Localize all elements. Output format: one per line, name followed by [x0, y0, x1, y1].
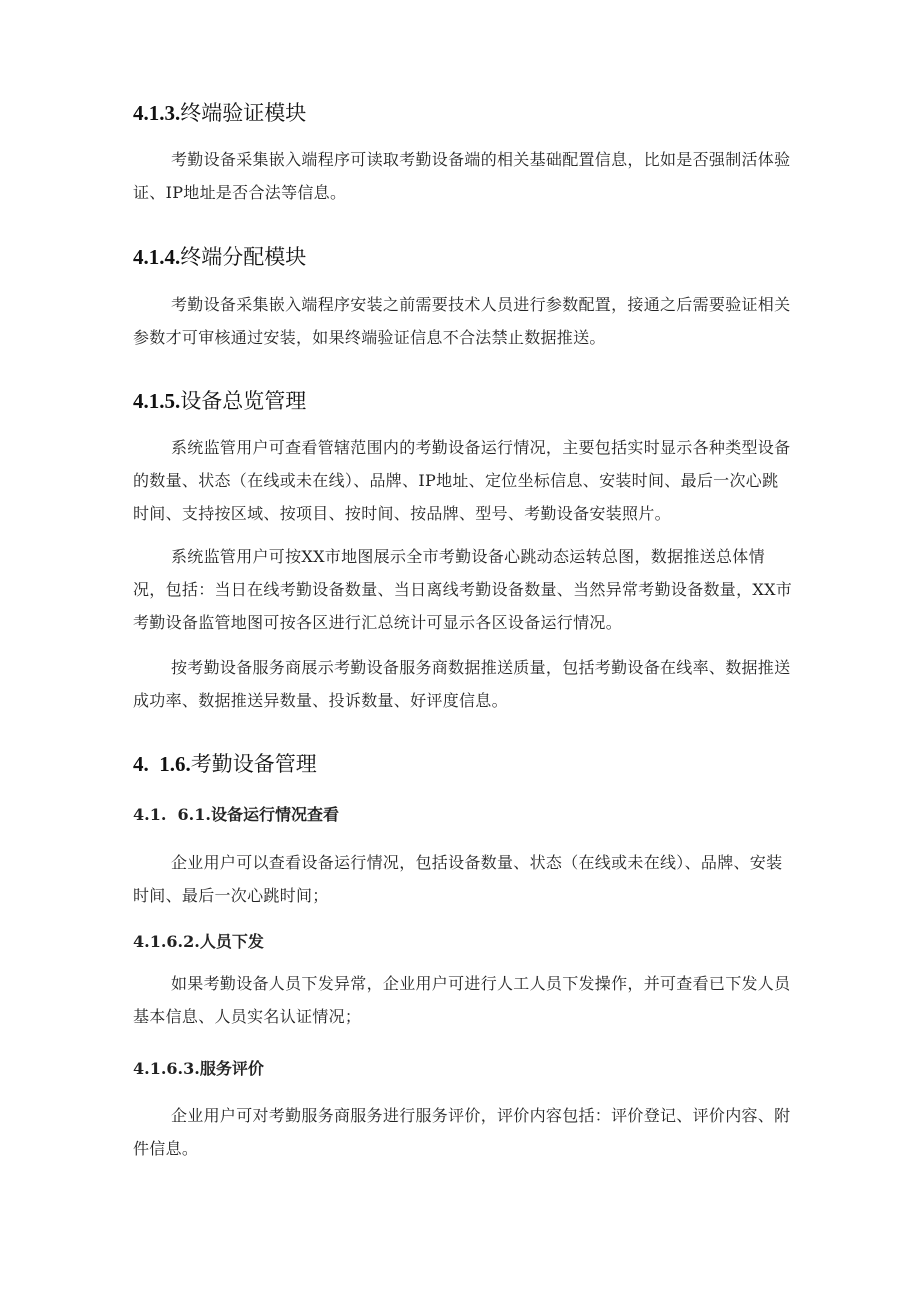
- paragraph: 考勤设备采集嵌入端程序可读取考勤设备端的相关基础配置信息，比如是否强制活体验证、IP地址是否合法等信息。: [133, 150, 791, 202]
- section-number: 4. 1.6.: [133, 752, 191, 776]
- subsection-heading-4-1-6-2: 4.1.6.2.人员下发: [133, 932, 264, 951]
- paragraph: 系统监管用户可按XX市地图展示全市考勤设备心跳动态运转总图，数据推送总体情况，包括：当日在线考勤设备数量、当日离线考勤设备数量、当然异常考勤设备数量，XX市考勤设备监管地图可按各区进行汇总统计可显示各区设备运行情况。: [133, 547, 793, 632]
- section-heading-4-1-6: [133, 748, 317, 778]
- section-heading-4-1-4: [133, 241, 306, 271]
- section-heading-4-1-5: [133, 385, 306, 415]
- section-title: 考勤设备管理: [190, 752, 317, 776]
- section-number: 4.1.3.: [133, 101, 181, 125]
- paragraph: 企业用户可以查看设备运行情况，包括设备数量、状态（在线或未在线）、品牌、安装时间、最后一次心跳时间；: [133, 853, 783, 905]
- section-number: 4.1.5.: [133, 389, 181, 413]
- paragraph: 如果考勤设备人员下发异常，企业用户可进行人工人员下发操作，并可查看已下发人员基本信息、人员实名认证情况；: [133, 974, 791, 1026]
- section-title: 终端验证模块: [180, 101, 307, 125]
- subsection-heading-4-1-6-3: 4.1.6.3.服务评价: [133, 1059, 264, 1078]
- section-title: 设备总览管理: [180, 389, 307, 413]
- paragraph: 按考勤设备服务商展示考勤设备服务商数据推送质量，包括考勤设备在线率、数据推送成功率、数据推送异数量、投诉数量、好评度信息。: [133, 658, 791, 710]
- section-title: 终端分配模块: [180, 245, 307, 269]
- section-number: 4.1.4.: [133, 245, 181, 269]
- paragraph: 系统监管用户可查看管辖范围内的考勤设备运行情况，主要包括实时显示各种类型设备的数量、状态（在线或未在线）、品牌、IP地址、定位坐标信息、安装时间、最后一次心跳时间、支持按区域、按项目、按时间、按品牌、型号、考勤设备安装照片。: [133, 438, 791, 523]
- paragraph: 考勤设备采集嵌入端程序安装之前需要技术人员进行参数配置，接通之后需要验证相关参数才可审核通过安装，如果终端验证信息不合法禁止数据推送。: [133, 295, 791, 347]
- section-heading-4-1-3: [133, 97, 306, 127]
- subsection-heading-4-1-6-1: 4.1. 6.1.设备运行情况查看: [133, 805, 339, 824]
- paragraph: 企业用户可对考勤服务商服务进行服务评价，评价内容包括：评价登记、评价内容、附件信息。: [133, 1106, 791, 1158]
